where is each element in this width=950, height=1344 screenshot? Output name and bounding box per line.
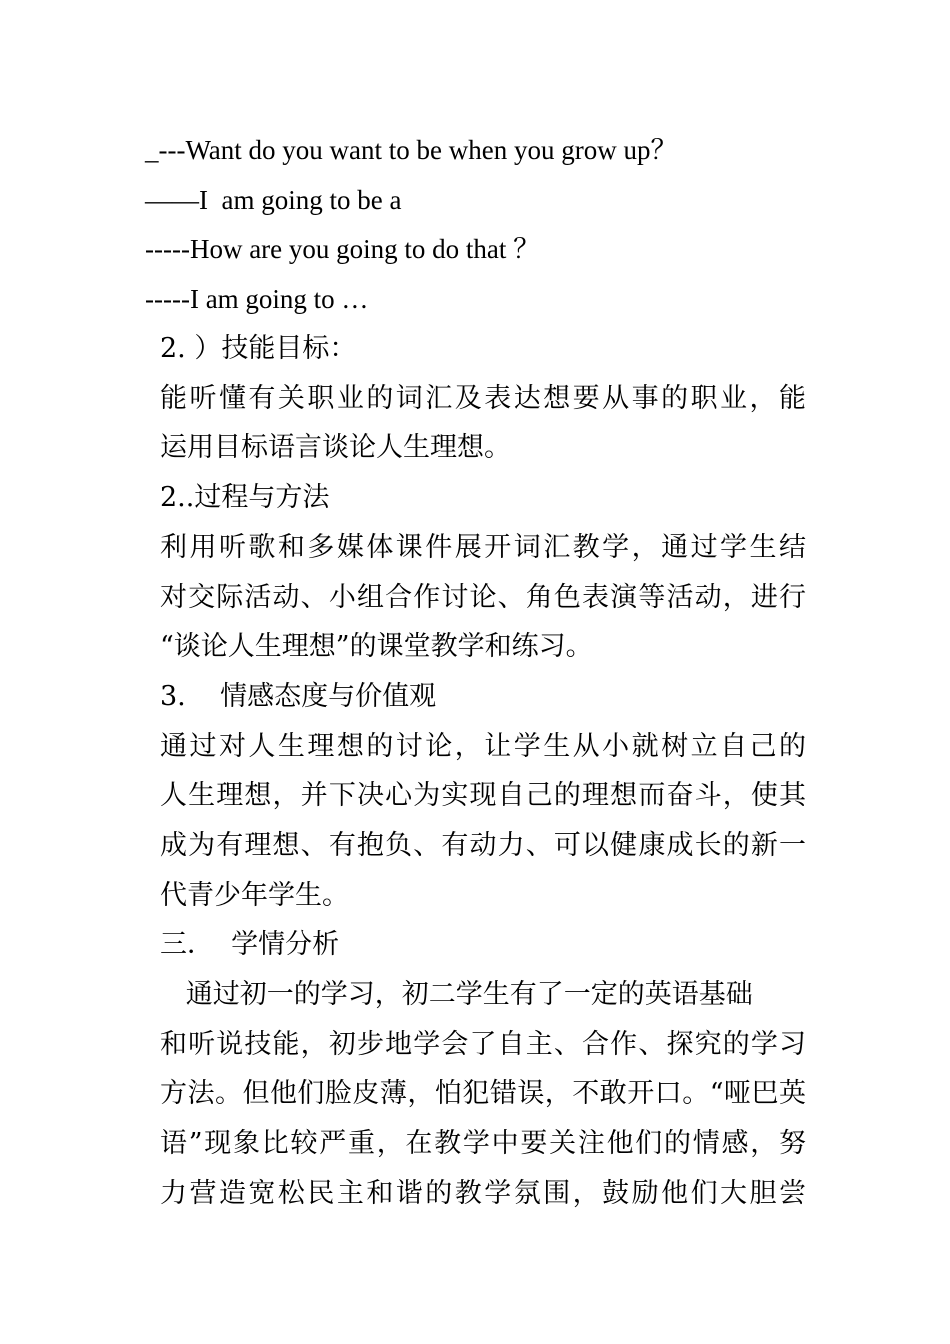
dialog-line-2: ——I am going to be a bbox=[145, 185, 402, 215]
emotion-values-text-line: 人生理想，并下决心为实现自己的理想而奋斗，使其 bbox=[160, 780, 806, 811]
emotion-values-text-line: 通过对人生理想的讨论，让学生从小就树立自己的 bbox=[160, 731, 806, 762]
analysis-text-line: 方法。但他们脸皮薄，怕犯错误，不敢开口。“哑巴英 bbox=[160, 1078, 806, 1109]
dialog-line-1: _---Want do you want to be when you grow up？ bbox=[145, 135, 678, 165]
process-method-heading: 2..过程与方法 bbox=[160, 482, 330, 513]
emotion-values-text-line: 成为有理想、有抱负、有动力、可以健康成长的新一 bbox=[160, 830, 806, 861]
process-method-text-line: “谈论人生理想”的课堂教学和练习。 bbox=[160, 631, 593, 662]
dialog-line-3: -----How are you going to do that ？ bbox=[145, 234, 541, 264]
analysis-heading: 三． 学情分析 bbox=[160, 929, 340, 960]
emotion-values-text-line: 代青少年学生。 bbox=[160, 880, 349, 911]
skill-goal-heading: 2. ）技能目标： bbox=[160, 333, 357, 364]
analysis-text-line: 和听说技能，初步地学会了自主、合作、探究的学习 bbox=[160, 1029, 806, 1060]
emotion-values-heading: 3. 情感态度与价值观 bbox=[160, 681, 437, 712]
skill-goal-text-line: 能听懂有关职业的词汇及表达想要从事的职业，能 bbox=[160, 383, 806, 414]
skill-goal-text-line: 运用目标语言谈论人生理想。 bbox=[160, 432, 511, 463]
analysis-text-line: 语”现象比较严重，在教学中要关注他们的情感，努 bbox=[160, 1128, 806, 1159]
process-method-text-line: 对交际活动、小组合作讨论、角色表演等活动，进行 bbox=[160, 582, 806, 613]
process-method-text-line: 利用听歌和多媒体课件展开词汇教学，通过学生结 bbox=[160, 532, 806, 563]
analysis-text-line: 力营造宽松民主和谐的教学氛围，鼓励他们大胆尝 bbox=[160, 1178, 806, 1209]
analysis-text-line: 通过初一的学习，初二学生有了一定的英语基础 bbox=[160, 979, 753, 1010]
dialog-line-4: -----I am going to … bbox=[145, 284, 369, 314]
